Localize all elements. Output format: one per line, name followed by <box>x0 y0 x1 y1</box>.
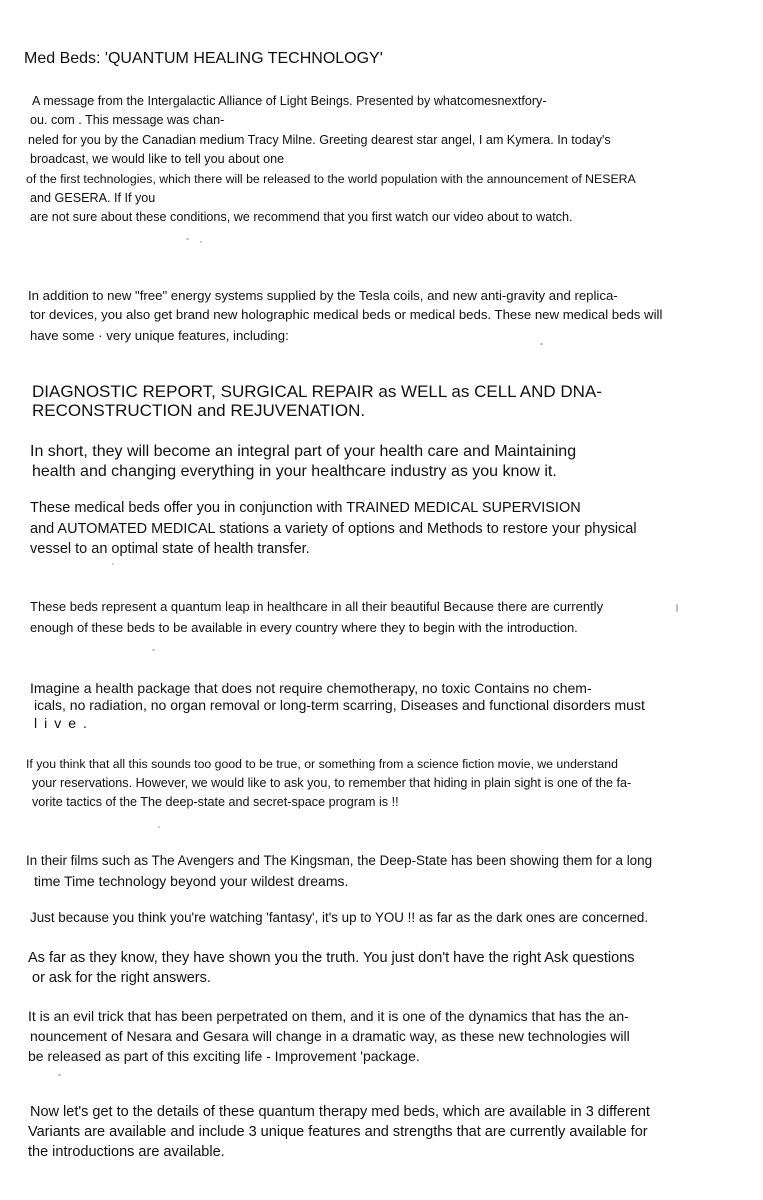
text-line: time Time technology beyond your wildest dreams. <box>34 873 349 889</box>
text-line: In their films such as The Avengers and The Kingsman, the Deep-State has been showing them for a long <box>26 853 653 868</box>
text-line: of the first technologies, which there will be released to the world population with the announcement of NESERA <box>26 172 636 186</box>
text-line: your reservations. However, we would like to ask you, to remember that hiding in plain sight is one of the fa- <box>32 776 632 790</box>
text-line: be released as part of this exciting life - Improvement 'package. <box>28 1048 420 1064</box>
text-line: As far as they know, they have shown you the truth. You just don't have the right Ask questions <box>28 950 635 966</box>
heading-line: DIAGNOSTIC REPORT, SURGICAL REPAIR as WELL as CELL AND DNA- <box>32 382 602 401</box>
text-line: broadcast, we would like to tell you about one <box>30 152 285 166</box>
scan-speck <box>58 1074 61 1076</box>
text-line: and AUTOMATED MEDICAL stations a variety of options and Methods to restore your physical <box>30 521 637 537</box>
document-title: Med Beds: 'QUANTUM HEALING TECHNOLOGY' <box>24 50 383 67</box>
text-line: are not sure about these conditions, we recommend that you first watch our video about to watch. <box>30 210 573 224</box>
text-line: vorite tactics of the The deep-state and secret-space program is !! <box>32 795 399 809</box>
text-line: have some · very unique features, including: <box>30 328 289 343</box>
text-line: tor devices, you also get brand new holographic medical beds or medical beds. These new medical beds will <box>30 307 663 322</box>
text-line: and GESERA. If If you <box>30 191 156 205</box>
scan-speck <box>112 563 114 565</box>
text-line: enough of these beds to be available in every country where they to begin with the introduction. <box>30 620 578 635</box>
text-line: It is an evil trick that has been perpetrated on them, and it is one of the dynamics that has the an- <box>28 1008 629 1024</box>
heading-line: RECONSTRUCTION and REJUVENATION. <box>32 401 366 420</box>
text-line: A message from the Intergalactic Alliance of Light Beings. Presented by whatcomesnextfory- <box>32 94 547 108</box>
scan-speck <box>200 241 202 243</box>
text-line: These medical beds offer you in conjunction with TRAINED MEDICAL SUPERVISION <box>30 500 581 516</box>
text-line: or ask for the right answers. <box>32 970 211 986</box>
text-line: Now let's get to the details of these quantum therapy med beds, which are available in 3 different <box>30 1104 650 1120</box>
text-line: health and changing everything in your healthcare industry as you know it. <box>32 463 557 480</box>
text-line: live. <box>34 715 94 731</box>
scan-speck <box>540 343 543 345</box>
text-line: Imagine a health package that does not require chemotherapy, no toxic Contains no chem- <box>30 680 592 696</box>
text-line: Variants are available and include 3 unique features and strengths that are currently available for <box>28 1124 648 1140</box>
scan-speck <box>676 604 678 612</box>
text-line: neled for you by the Canadian medium Tracy Milne. Greeting dearest star angel, I am Kymera. In today's <box>28 133 611 147</box>
scan-speck <box>152 649 155 651</box>
text-line: Just because you think you're watching 'fantasy', it's up to YOU !! as far as the dark ones are concerned. <box>30 910 649 925</box>
text-line: the introductions are available. <box>28 1144 225 1160</box>
text-line: vessel to an optimal state of health transfer. <box>30 541 310 557</box>
text-line: In short, they will become an integral part of your health care and Maintaining <box>30 443 577 460</box>
scan-speck <box>158 826 160 828</box>
text-line: These beds represent a quantum leap in healthcare in all their beautiful Because there are currently <box>30 599 604 614</box>
text-line: If you think that all this sounds too good to be true, or something from a science fiction movie, we understand <box>26 757 618 771</box>
text-line: In addition to new "free" energy systems supplied by the Tesla coils, and new anti-gravity and replica- <box>28 288 618 303</box>
text-line: ou. com . This message was chan- <box>30 113 225 127</box>
text-line: icals, no radiation, no organ removal or long-term scarring, Diseases and functional disorders must <box>34 697 645 713</box>
scan-speck <box>186 238 189 240</box>
text-line: nouncement of Nesara and Gesara will change in a dramatic way, as these new technologies will <box>30 1028 630 1044</box>
